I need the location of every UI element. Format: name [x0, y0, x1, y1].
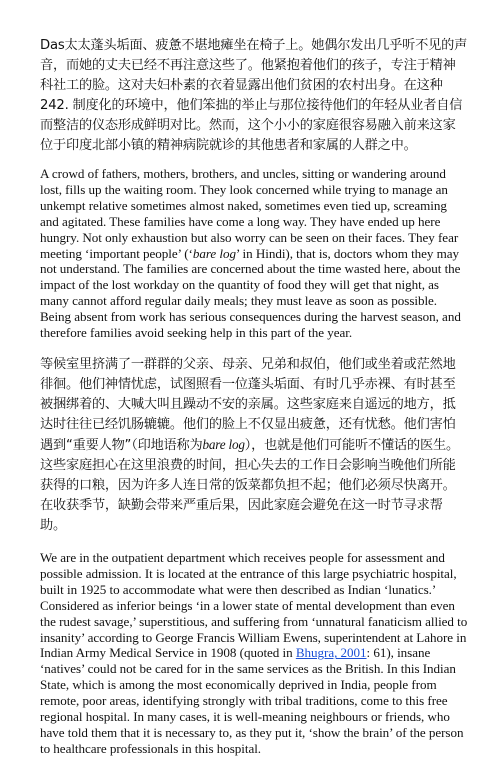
- paragraph-text: We are in the outpatient department which receives people for assessment and possible admission. It is located at the entrance of this large psychiatric hospital, built in 1925 to accommodate what were then described as Indian ‘lunatics.’ Considered as inferior beings ‘in a lower state of mental development than even the rudest savage,’ superstitious, and suffering from ‘unnatural fanaticism allied to insanity’ according to George Francis William Ewens, superintendent at Lahore in Indian Army Medical Service in 1908 (quoted in: [40, 549, 468, 661]
- citation-link[interactable]: Bhugra, 2001: [295, 645, 367, 661]
- hindi-term: bare log: [192, 245, 236, 261]
- paragraph-english-1: [40, 166, 468, 341]
- paragraph-text: ），也就是他们可能听不懂话的医生。这些家庭担心在这里浪费的时间，担心失去的工作日会影响当晚他们所能获得的口粮，因为许多人连日常的饭菜都负担不起；他们必须尽快离开。在收获季节，缺勤会带来严重后果，因此家庭会避免在这一时节寻求帮助。: [40, 437, 459, 533]
- paragraph-text: 等候室里挤满了一群群的父亲、母亲、兄弟和叔伯，他们或坐着或茫然地徘徊。他们神情忧虑，试图照看一位蓬头垢面、有时几乎赤裸、有时甚至被捆绑着的、大喊大叫且躁动不安的亲属。这些家庭来自遥远的地方，抵达时往往已经饥肠辘辘。他们的脸上不仅显出疲惫，还有忧愁。他们害怕遇到“重要人物”（印地语称为: [40, 356, 456, 453]
- hindi-term: bare log: [202, 436, 245, 452]
- paragraph-text: A crowd of fathers, mothers, brothers, and uncles, sitting or wandering around lost, fills up the waiting room. They look concerned while trying to manage an unkempt relative sometimes almost naked, sometimes even tied up, screaming and agitated. These families have come a long way. They have ended up here hungry. Not only exhaustion but also worry can be seen on their faces. They fear meeting ‘important people’ (‘: [40, 166, 459, 261]
- paragraph-chinese-2: [40, 355, 468, 536]
- paragraph-english-2: [40, 550, 468, 757]
- paragraph-text: ’ in Hindi), that is, doctors whom they may not understand. The families are concerned about the time wasted here, about the impact of the lost workday on the quantity of food they will get that night, as many cannot afford regular daily meals; they must leave as soon as possible. Being absent from work has serious consequences during the harvest season, and therefore families avoid seeking help in this part of the year.: [40, 245, 461, 341]
- document-body: [40, 36, 468, 757]
- paragraph-text: : 61), insane ‘natives’ could not be cared for in the same services as the British. In this Indian State, which is among the most economically deprived in India, people from remote, poor areas, identifying strongly with tribal traditions, come to this free regional hospital. In many cases, it is well-meaning neighbours or friends, who have told them that it is necessary to, as they put it, ‘show the brain’ of the person to healthcare professionals in this hospital.: [40, 645, 464, 756]
- paragraph-chinese-1: Das太太蓬头垢面、疲惫不堪地瘫坐在椅子上。她偶尔发出几乎听不见的声音，而她的丈夫已经不再注意这些了。他紧抱着他们的孩子，专注于精神科社工的脸。这对夫妇朴素的衣着显露出他们贫困的农村出身。在这种242. 制度化的环境中，他们笨拙的举止与那位接待他们的年轻从业者自信而整洁的仪态形成鲜明对比。然而，这个小小的家庭很容易融入前来这家位于印度北部小镇的精神病院就诊的其他患者和家属的人群之中。: [40, 38, 468, 153]
